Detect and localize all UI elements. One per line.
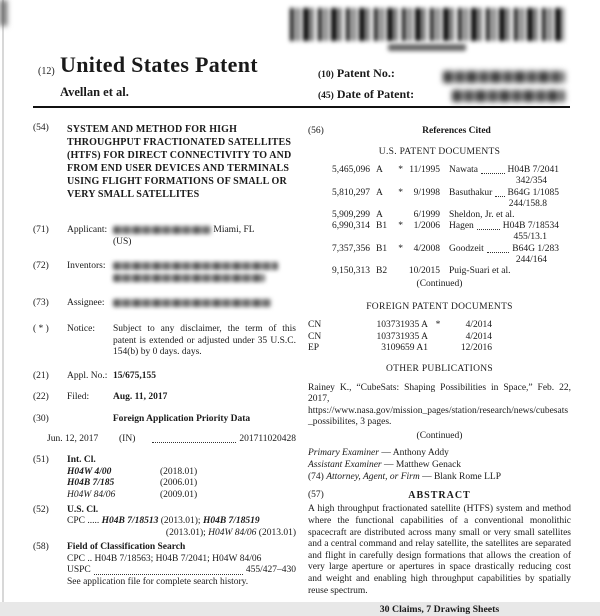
assistant-examiner-line bbox=[308, 459, 571, 471]
country-code: EP bbox=[308, 342, 320, 353]
attorney-field-number: (74) bbox=[308, 472, 327, 483]
table-row bbox=[308, 320, 571, 331]
appl-no-label: Appl. No.: bbox=[67, 370, 108, 381]
patent-date: 10/2015 bbox=[408, 266, 440, 277]
examiner-cited-star: * bbox=[398, 221, 403, 232]
notice-section bbox=[33, 324, 296, 359]
priority-heading-section bbox=[33, 414, 296, 426]
patent-number: 5,465,096 bbox=[332, 165, 370, 176]
references-cited-section bbox=[308, 126, 571, 138]
abstract-text: A high throughput fractionated satellite (HTFS) system and method where the functional capabilities of a conventional monolithic spacecraft are distributed across many small or very small satellites and a central command and relay satellite, the satellites are separated and flight in carefully design formations that allows the creation of very large aperture or apertures in space drastically reducing cost and weight and enabling high throughput capabilities by spatially reuse spectrum. bbox=[308, 504, 571, 596]
applicant-value bbox=[113, 225, 296, 248]
patent-no-line bbox=[318, 64, 414, 85]
priority-field-number: (30) bbox=[33, 413, 49, 424]
header-divider-rule bbox=[33, 106, 570, 108]
patent-date: 6/1999 bbox=[413, 210, 440, 220]
examiner-cited-star: * bbox=[435, 320, 441, 331]
notice-text: Subject to any disclaimer, the term of this patent is extended or adjusted under 35 U.S.C. 154(b) by 0 days. days. bbox=[113, 323, 296, 358]
examiner-cited-star bbox=[428, 343, 448, 354]
patentee-name: Sheldon, Jr. et al. bbox=[449, 210, 515, 220]
search-history-note: See application file for complete search history. bbox=[67, 577, 249, 588]
scan-smudge-artifact bbox=[0, 0, 7, 26]
patent-date-redacted bbox=[452, 90, 565, 102]
patent-no-label: Patent No.: bbox=[336, 66, 395, 80]
classification-continuation: 244/158.8 bbox=[508, 198, 547, 209]
scan-edge-artifact bbox=[2, 0, 4, 602]
kind-code: B1 bbox=[376, 221, 388, 232]
patentee-name: Goodzeit bbox=[449, 243, 484, 254]
right-column bbox=[308, 126, 571, 616]
kind-code: A bbox=[376, 165, 383, 176]
us-cl-heading: U.S. Cl. bbox=[67, 504, 99, 515]
kind-code: A bbox=[376, 210, 383, 220]
document-number: 103731935 A bbox=[376, 331, 428, 342]
int-cl-year: (2006.01) bbox=[160, 478, 198, 489]
other-pubs-continued-note: (Continued) bbox=[416, 430, 463, 441]
page-title: United States Patent bbox=[60, 52, 258, 77]
cpc-code: H04B 7/18513 bbox=[101, 516, 159, 527]
priority-number: 201711020428 bbox=[239, 433, 296, 444]
foreign-patent-documents-heading: FOREIGN PATENT DOCUMENTS bbox=[366, 301, 513, 312]
date-of-patent-label: Date of Patent: bbox=[336, 87, 415, 101]
primary-examiner-label: Primary Examiner bbox=[308, 447, 379, 458]
field-of-search-section bbox=[33, 542, 296, 588]
appl-no-section bbox=[33, 371, 296, 383]
dash: — bbox=[378, 447, 393, 458]
left-column bbox=[33, 123, 296, 592]
filed-section bbox=[33, 392, 296, 404]
cpc-prefix: CPC ..... bbox=[67, 516, 100, 527]
applicant-country: (US) bbox=[113, 236, 132, 247]
inventor-short-line: Avellan et al. bbox=[60, 85, 129, 99]
field-of-search-heading: Field of Classification Search bbox=[67, 542, 186, 553]
patent-number: 7,357,356 bbox=[332, 243, 370, 254]
foreign-patent-documents-table bbox=[308, 320, 571, 354]
int-cl-code: H04W 84/06 bbox=[67, 489, 116, 500]
patent-no-num: (10) bbox=[318, 70, 334, 80]
patent-number: 6,990,314 bbox=[332, 221, 370, 232]
field-of-search-number: (58) bbox=[33, 542, 49, 553]
dash: — bbox=[381, 459, 396, 470]
classification-continuation: 342/354 bbox=[515, 176, 547, 187]
int-cl-section bbox=[33, 455, 296, 501]
applicant-name-redacted bbox=[113, 226, 211, 234]
cpc-year: (2013.01) bbox=[258, 527, 296, 538]
examiner-cited-star: * bbox=[398, 243, 403, 254]
attorney-name: Blank Rome LLP bbox=[433, 472, 501, 483]
kind-code: B1 bbox=[376, 243, 388, 254]
examiner-cited-star: * bbox=[398, 187, 403, 198]
other-publications-heading: OTHER PUBLICATIONS bbox=[385, 364, 493, 375]
dash: — bbox=[419, 472, 434, 483]
abstract-heading: ABSTRACT bbox=[408, 489, 471, 501]
int-cl-year: (2018.01) bbox=[160, 466, 198, 477]
inventors-names-redacted-line2 bbox=[113, 274, 265, 282]
priority-date: Jun. 12, 2017 bbox=[47, 433, 99, 444]
us-cl-field-number: (52) bbox=[33, 504, 49, 515]
table-row bbox=[324, 165, 559, 176]
inventors-value bbox=[113, 261, 296, 284]
attorney-label: Attorney, Agent, or Firm bbox=[326, 472, 420, 483]
int-cl-entry bbox=[33, 467, 296, 479]
inventors-section bbox=[33, 261, 296, 284]
patent-date: 9/1998 bbox=[413, 187, 440, 198]
table-row bbox=[324, 210, 559, 221]
notice-field-number: ( * ) bbox=[33, 323, 49, 334]
patent-number: 5,909,299 bbox=[332, 210, 370, 220]
appl-no-value: 15/675,155 bbox=[113, 370, 157, 381]
table-row bbox=[308, 332, 571, 343]
patent-number-redacted bbox=[443, 71, 565, 83]
kind-code: A bbox=[376, 187, 383, 198]
classification-continuation: 455/13.1 bbox=[513, 232, 547, 243]
applicant-label: Applicant: bbox=[67, 225, 108, 235]
document-date: 4/2014 bbox=[465, 331, 492, 342]
primary-examiner-name: Anthony Addy bbox=[392, 447, 449, 458]
field-cpc-line: CPC .. H04B 7/18563; H04B 7/2041; H04W 84/06 bbox=[67, 553, 262, 564]
dotted-leader bbox=[152, 434, 236, 444]
examiners-block bbox=[308, 447, 571, 484]
us-docs-continued-note: (Continued) bbox=[416, 279, 463, 290]
uspc-label: USPC bbox=[67, 565, 91, 576]
abstract-field-number: (57) bbox=[308, 489, 324, 500]
table-row bbox=[324, 221, 559, 232]
priority-country: (IN) bbox=[119, 433, 136, 444]
priority-data-line bbox=[33, 434, 296, 446]
appl-no-field-number: (21) bbox=[33, 370, 49, 381]
invention-title: SYSTEM AND METHOD FOR HIGH THROUGHPUT FRACTIONATED SATELLITES (HTFS) FOR DIRECT CONNECTIVITY TO AND FROM END USER DEVICES AND TERMINALS USING FLIGHT FORMATIONS OF SMALL OR VERY SMALL SATELLITES bbox=[67, 124, 292, 200]
barcode-redacted bbox=[290, 8, 564, 41]
cpc-year: (2013.01); bbox=[165, 527, 206, 538]
patent-number: 9,150,313 bbox=[332, 266, 370, 277]
classification: H04B 7/18534 bbox=[502, 221, 559, 232]
applicant-location: Miami, FL bbox=[213, 225, 255, 235]
title-field-number: (54) bbox=[33, 123, 49, 133]
attorney-line bbox=[308, 471, 571, 483]
patentee-name: Basuthakur bbox=[449, 187, 493, 198]
patent-date: 11/1995 bbox=[409, 165, 440, 176]
kind-code: B2 bbox=[376, 266, 388, 277]
examiner-cited-star bbox=[428, 332, 448, 343]
cpc-code: H04W 84/06 bbox=[208, 527, 257, 538]
patentee-name: Puig-Suari et al. bbox=[449, 266, 511, 277]
primary-examiner-line bbox=[308, 447, 571, 459]
inventors-field-number: (72) bbox=[33, 261, 49, 272]
patent-date: 4/2008 bbox=[413, 243, 440, 254]
document-date: 4/2014 bbox=[465, 320, 492, 331]
patentee-name: Hagen bbox=[449, 221, 474, 232]
document-kind-number: (12) bbox=[38, 66, 55, 77]
classification: B64G 1/283 bbox=[512, 243, 559, 254]
us-cl-cpc-line1 bbox=[33, 516, 296, 528]
assignee-section bbox=[33, 298, 296, 310]
filed-value: Aug. 11, 2017 bbox=[113, 392, 168, 403]
int-cl-entry bbox=[33, 478, 296, 490]
filed-label: Filed: bbox=[67, 392, 90, 403]
applicant-field-number: (71) bbox=[33, 225, 49, 235]
dotted-leader bbox=[94, 565, 243, 575]
publication-citation: Rainey K., “CubeSats: Shaping Possibilities in Space,” Feb. 22, 2017, https://www.nasa.gov/mission_pages/station/research/news/cubesats_possibilites, 3 pages. bbox=[308, 382, 571, 428]
inventors-names-redacted-line1 bbox=[113, 262, 278, 270]
assignee-label: Assignee: bbox=[67, 298, 105, 309]
document-number: 103731935 A bbox=[376, 320, 428, 331]
country-code: CN bbox=[308, 331, 322, 342]
date-num: (45) bbox=[318, 91, 334, 101]
applicant-section bbox=[33, 225, 296, 248]
cpc-code: H04B 7/18519 bbox=[202, 516, 260, 527]
priority-heading: Foreign Application Priority Data bbox=[112, 413, 251, 424]
examiner-cited-star: * bbox=[398, 165, 403, 176]
classification: H04B 7/2041 bbox=[507, 165, 559, 176]
dotted-leader bbox=[495, 188, 504, 197]
document-date: 12/2016 bbox=[460, 342, 492, 353]
country-code: CN bbox=[308, 320, 322, 331]
us-cl-section bbox=[33, 505, 296, 540]
document-number: 3109659 A1 bbox=[381, 342, 428, 353]
filed-field-number: (22) bbox=[33, 392, 49, 403]
table-row bbox=[308, 343, 571, 354]
date-of-patent-line bbox=[318, 85, 414, 106]
inventors-label: Inventors: bbox=[67, 261, 106, 272]
us-patent-documents-heading: U.S. PATENT DOCUMENTS bbox=[378, 146, 501, 157]
int-cl-year: (2009.01) bbox=[160, 489, 198, 500]
int-cl-code: H04B 7/185 bbox=[67, 478, 115, 489]
claims-drawing-sheets-line: 30 Claims, 7 Drawing Sheets bbox=[379, 604, 500, 616]
classification-continuation: 244/164 bbox=[515, 254, 547, 265]
table-row bbox=[324, 266, 559, 277]
notice-label: Notice: bbox=[67, 323, 95, 334]
assignee-field-number: (73) bbox=[33, 298, 49, 309]
us-cl-cpc-line2 bbox=[33, 528, 296, 540]
assignee-value bbox=[113, 298, 296, 310]
references-heading: References Cited bbox=[422, 126, 491, 136]
classification: B64G 1/1085 bbox=[507, 187, 559, 198]
int-cl-code: H04W 4/00 bbox=[67, 466, 112, 477]
cpc-year: (2013.01); bbox=[160, 516, 201, 527]
us-patent-documents-table bbox=[308, 165, 571, 277]
patent-number: 5,810,297 bbox=[332, 187, 370, 198]
int-cl-field-number: (51) bbox=[33, 455, 49, 466]
references-field-number: (56) bbox=[308, 126, 324, 136]
dotted-leader bbox=[487, 244, 509, 253]
field-uspc-line bbox=[33, 565, 296, 577]
assistant-examiner-name: Matthew Genack bbox=[395, 459, 462, 470]
int-cl-heading: Int. Cl. bbox=[67, 455, 96, 466]
abstract-heading-row bbox=[308, 490, 571, 502]
uspc-value: 455/427–430 bbox=[245, 565, 296, 576]
dotted-leader bbox=[481, 165, 505, 174]
patentee-name: Nawata bbox=[449, 165, 479, 176]
assistant-examiner-label: Assistant Examiner bbox=[308, 459, 382, 470]
header-right-block bbox=[318, 64, 414, 106]
table-row bbox=[324, 188, 559, 199]
int-cl-entry bbox=[33, 490, 296, 502]
dotted-leader bbox=[477, 221, 500, 230]
barcode-caption-redacted bbox=[388, 44, 466, 51]
title-section bbox=[33, 123, 296, 213]
patent-date: 1/2006 bbox=[413, 221, 440, 232]
table-row bbox=[324, 244, 559, 255]
assignee-name-redacted bbox=[113, 299, 271, 307]
